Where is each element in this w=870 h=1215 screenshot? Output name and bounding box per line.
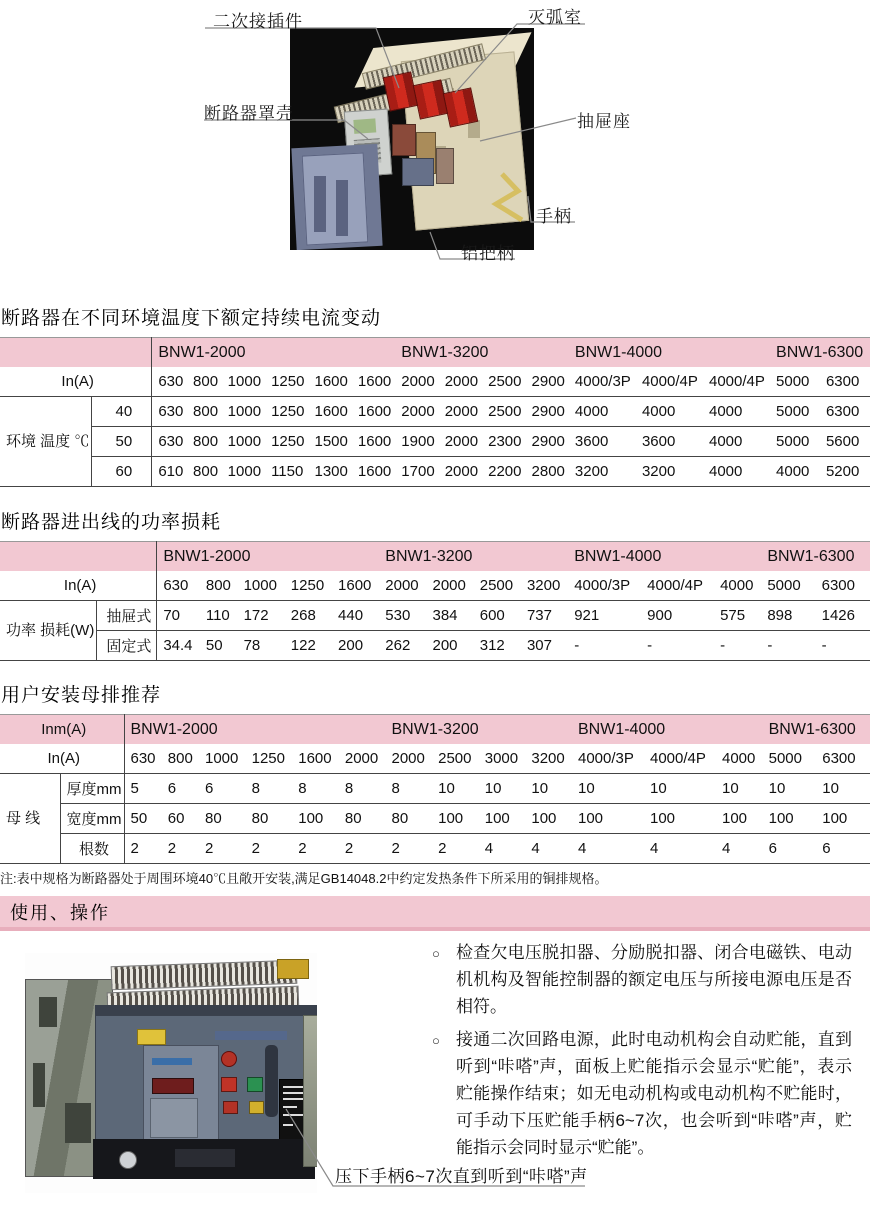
frame-group-header: BNW1-3200 — [386, 715, 573, 745]
value-cell: 100 — [479, 804, 526, 834]
row-label: 40 — [92, 397, 152, 427]
green-button — [247, 1077, 263, 1092]
column-header-cell: 2000 — [427, 571, 474, 601]
value-cell: 2 — [246, 834, 293, 864]
column-header-cell: 1250 — [285, 571, 332, 601]
value-cell: 5000 — [770, 397, 820, 427]
value-cell: 100 — [816, 804, 870, 834]
table-title: 断路器在不同环境温度下额定持续电流变动 — [1, 308, 382, 329]
usage-list-text: 接通二次回路电源，此时电动机构会自动贮能，直到听到“咔嗒”声，面板上贮能指示会显示“贮能”，表示贮能操作结束；如无电动机构或电动机构不贮能时，可手动下压贮能手柄6~7次，也会听到“咔嗒”声，贮能指示会同时显示“贮能”。 — [456, 1030, 852, 1157]
column-header-cell: 4000/4P — [703, 367, 770, 397]
frame-group-header: BNW1-6300 — [770, 338, 870, 368]
value-cell: 900 — [641, 601, 714, 631]
value-cell: 1700 — [395, 457, 438, 487]
frame-cutout — [39, 997, 57, 1027]
column-header-cell: 800 — [187, 367, 222, 397]
value-cell: 78 — [238, 631, 285, 661]
value-cell: 3600 — [569, 427, 636, 457]
value-cell: 4 — [716, 834, 763, 864]
value-cell: - — [761, 631, 815, 661]
red-indicator — [223, 1101, 238, 1114]
value-cell: 100 — [572, 804, 644, 834]
value-cell: 100 — [525, 804, 572, 834]
usage-section — [0, 931, 870, 1215]
section-banner — [0, 896, 870, 931]
column-header-cell: 4000/3P — [572, 744, 644, 774]
column-header-cell: 4000/3P — [569, 367, 636, 397]
value-cell: 10 — [644, 774, 716, 804]
exploded-breaker-photo — [290, 28, 534, 250]
value-cell: 4000 — [703, 457, 770, 487]
table-row — [0, 601, 870, 631]
column-header-cell: 2500 — [474, 571, 521, 601]
section-banner-title: 使用、操作 — [10, 902, 110, 923]
base-screw — [119, 1151, 137, 1169]
table-row — [0, 427, 870, 457]
value-cell: 1600 — [308, 397, 351, 427]
column-header-cell: 800 — [162, 744, 199, 774]
column-header-cell: 5000 — [761, 571, 815, 601]
usage-list-text: 检查欠电压脱扣器、分励脱扣器、闭合电磁铁、电动机机构及智能控制器的额定电压与所接电源电压是否相符。 — [456, 943, 852, 1016]
value-cell: 1000 — [222, 397, 265, 427]
column-header-cell: 2000 — [386, 744, 433, 774]
frame-group-header: BNW1-2000 — [157, 542, 379, 572]
bullet-circle-icon: ○ — [432, 946, 440, 961]
value-cell: - — [568, 631, 641, 661]
usage-list — [430, 939, 852, 1167]
value-cell: 4 — [479, 834, 526, 864]
value-cell: 60 — [162, 804, 199, 834]
value-cell: 70 — [157, 601, 200, 631]
value-cell: 630 — [152, 397, 187, 427]
value-cell: 307 — [521, 631, 568, 661]
value-cell: 100 — [763, 804, 817, 834]
value-cell: 2000 — [439, 397, 482, 427]
value-cell: 2900 — [526, 397, 569, 427]
column-header-cell: 2500 — [482, 367, 525, 397]
value-cell: 1600 — [352, 397, 395, 427]
table-row — [0, 774, 870, 804]
value-cell: 10 — [479, 774, 526, 804]
column-header-cell: 4000 — [716, 744, 763, 774]
column-header-cell: 3200 — [525, 744, 572, 774]
indicator-round-red — [221, 1051, 237, 1067]
exploded-view-figure — [0, 0, 870, 300]
control-panel — [143, 1045, 219, 1151]
column-header-cell: 1600 — [352, 367, 395, 397]
value-cell: 4000 — [770, 457, 820, 487]
column-header-cell: 5000 — [770, 367, 820, 397]
frame-group-header: BNW1-2000 — [124, 715, 386, 745]
value-cell: 1150 — [265, 457, 308, 487]
current-rating-label: In(A) — [0, 367, 152, 397]
value-cell: 630 — [152, 427, 187, 457]
panel-blue-strip — [152, 1058, 192, 1065]
value-cell: 1426 — [816, 601, 870, 631]
value-cell: 268 — [285, 601, 332, 631]
value-cell: - — [714, 631, 761, 661]
value-cell: 80 — [339, 804, 386, 834]
column-header-cell: 2500 — [432, 744, 479, 774]
value-cell: 80 — [246, 804, 293, 834]
aluminum-handle-shape — [290, 28, 534, 250]
panel-display — [152, 1078, 194, 1094]
part-label-breaker-housing: 断路器罩壳 — [204, 104, 294, 123]
value-cell: 80 — [199, 804, 246, 834]
value-cell: 10 — [763, 774, 817, 804]
red-button — [221, 1077, 237, 1092]
frame-group-header: BNW1-3200 — [379, 542, 568, 572]
value-cell: 50 — [200, 631, 238, 661]
column-header-cell: 6300 — [816, 571, 870, 601]
yellow-indicator — [249, 1101, 264, 1114]
column-header-cell: 3200 — [521, 571, 568, 601]
value-cell: 1250 — [265, 397, 308, 427]
row-label: 60 — [92, 457, 152, 487]
usage-list-item — [430, 1026, 852, 1161]
row-label: 根数 — [60, 834, 124, 864]
spec-table — [0, 714, 870, 864]
value-cell: 6 — [763, 834, 817, 864]
value-cell: 172 — [238, 601, 285, 631]
current-rating-label: In(A) — [0, 744, 124, 774]
handle-press-caption: 压下手柄6~7次直到听到“咔嗒”声 — [335, 1167, 588, 1186]
table-row — [0, 804, 870, 834]
value-cell: 800 — [187, 397, 222, 427]
frame-cutout — [65, 1103, 91, 1143]
value-cell: 4 — [572, 834, 644, 864]
column-header-cell: 1250 — [246, 744, 293, 774]
column-header-cell: 4000 — [714, 571, 761, 601]
value-cell: 1600 — [352, 427, 395, 457]
value-cell: 8 — [386, 774, 433, 804]
value-cell: 122 — [285, 631, 332, 661]
value-cell: 2 — [124, 834, 162, 864]
value-cell: 440 — [332, 601, 379, 631]
value-cell: 4 — [525, 834, 572, 864]
value-cell: 800 — [187, 427, 222, 457]
column-header-cell: 4000/4P — [644, 744, 716, 774]
column-header-cell: 2000 — [439, 367, 482, 397]
column-header-cell: 1600 — [332, 571, 379, 601]
value-cell: 737 — [521, 601, 568, 631]
value-cell: 1300 — [308, 457, 351, 487]
value-cell: 5000 — [770, 427, 820, 457]
value-cell: 6 — [816, 834, 870, 864]
value-cell: 575 — [714, 601, 761, 631]
value-cell: - — [816, 631, 870, 661]
table-section-current-derating — [0, 303, 870, 487]
table-column-header-row — [0, 367, 870, 397]
table-column-header-row — [0, 744, 870, 774]
value-cell: 3200 — [569, 457, 636, 487]
value-cell: 10 — [525, 774, 572, 804]
warning-label — [137, 1029, 166, 1045]
value-cell: 4000 — [636, 397, 703, 427]
frame-cutout — [33, 1063, 45, 1107]
value-cell: 100 — [644, 804, 716, 834]
table-group-header-row — [0, 338, 870, 368]
spec-table-current-derating — [0, 337, 870, 487]
nameplate-line — [283, 1106, 297, 1108]
value-cell: 312 — [474, 631, 521, 661]
column-header-cell: 1000 — [199, 744, 246, 774]
value-cell: 110 — [200, 601, 238, 631]
column-header-cell: 630 — [124, 744, 162, 774]
column-header-cell: 1600 — [308, 367, 351, 397]
table-corner-cell — [0, 338, 152, 368]
column-header-cell: 1600 — [292, 744, 339, 774]
value-cell: 2200 — [482, 457, 525, 487]
table-row — [0, 397, 870, 427]
spec-table — [0, 337, 870, 487]
value-cell: 100 — [432, 804, 479, 834]
value-cell: 4000 — [703, 397, 770, 427]
value-cell: 10 — [716, 774, 763, 804]
frame-group-header: BNW1-6300 — [761, 542, 870, 572]
value-cell: 921 — [568, 601, 641, 631]
trip-curve-chart — [150, 1098, 198, 1138]
value-cell: 3600 — [636, 427, 703, 457]
table-title: 断路器进出线的功率损耗 — [1, 512, 222, 533]
value-cell: 8 — [246, 774, 293, 804]
nameplate-line — [283, 1086, 303, 1088]
value-cell: 384 — [427, 601, 474, 631]
column-header-cell: 630 — [157, 571, 200, 601]
current-rating-label: In(A) — [0, 571, 157, 601]
bullet-circle-icon: ○ — [432, 1033, 440, 1048]
row-label: 50 — [92, 427, 152, 457]
table-group-header-row — [0, 542, 870, 572]
value-cell: 4000 — [569, 397, 636, 427]
value-cell: 8 — [292, 774, 339, 804]
value-cell: 6 — [162, 774, 199, 804]
value-cell: 4000 — [703, 427, 770, 457]
value-cell: 200 — [427, 631, 474, 661]
column-header-cell: 2900 — [526, 367, 569, 397]
column-header-cell: 6300 — [820, 367, 870, 397]
column-header-cell: 630 — [152, 367, 187, 397]
value-cell: 2000 — [439, 427, 482, 457]
frame-group-header: BNW1-4000 — [572, 715, 763, 745]
value-cell: 2 — [199, 834, 246, 864]
column-header-cell: 1000 — [238, 571, 285, 601]
value-cell: 2 — [386, 834, 433, 864]
table-row — [0, 457, 870, 487]
column-header-cell: 3000 — [479, 744, 526, 774]
value-cell: 6 — [199, 774, 246, 804]
value-cell: 1000 — [222, 427, 265, 457]
column-header-cell: 2000 — [339, 744, 386, 774]
nameplate-line — [283, 1124, 293, 1126]
value-cell: 2 — [162, 834, 199, 864]
row-group-label: 母 线 — [0, 774, 60, 864]
value-cell: 610 — [152, 457, 187, 487]
row-group-label: 环境 温度 ℃ — [0, 397, 92, 487]
part-label-arc-chamber: 灭弧室 — [528, 8, 582, 27]
table-row — [0, 834, 870, 864]
row-group-label: 功率 损耗(W) — [0, 601, 97, 661]
value-cell: 5 — [124, 774, 162, 804]
value-cell: 600 — [474, 601, 521, 631]
column-header-cell: 4000/4P — [641, 571, 714, 601]
table-corner-cell — [0, 542, 157, 572]
breaker-product-photo — [25, 953, 317, 1193]
part-label-drawer-seat: 抽屉座 — [577, 112, 631, 131]
spec-table-power-loss — [0, 541, 870, 661]
value-cell: 2 — [339, 834, 386, 864]
value-cell: 2900 — [526, 427, 569, 457]
value-cell: 1500 — [308, 427, 351, 457]
column-header-cell: 2000 — [379, 571, 426, 601]
value-cell: 10 — [816, 774, 870, 804]
value-cell: 1250 — [265, 427, 308, 457]
value-cell: 80 — [386, 804, 433, 834]
value-cell: 898 — [761, 601, 815, 631]
value-cell: 34.4 — [157, 631, 200, 661]
value-cell: 100 — [292, 804, 339, 834]
frame-group-header: BNW1-4000 — [569, 338, 770, 368]
table-section-busbar — [0, 680, 870, 887]
value-cell: 2300 — [482, 427, 525, 457]
lift-bracket — [277, 959, 309, 979]
value-cell: 4 — [644, 834, 716, 864]
value-cell: 2000 — [395, 397, 438, 427]
table-section-power-loss — [0, 507, 870, 661]
value-cell: 1600 — [352, 457, 395, 487]
nameplate-line — [283, 1098, 303, 1100]
column-header-cell: 1250 — [265, 367, 308, 397]
part-label-aluminum-handle: 铝把柄 — [461, 244, 515, 263]
column-header-cell: 800 — [200, 571, 238, 601]
value-cell: 3200 — [636, 457, 703, 487]
column-header-cell: 2000 — [395, 367, 438, 397]
column-header-cell: 1000 — [222, 367, 265, 397]
value-cell: 10 — [572, 774, 644, 804]
table-footnote: 注:表中规格为断路器处于周围环境40℃且敞开安装,满足GB14048.2中约定发热条件下所采用的铜排规格。 — [0, 871, 608, 886]
nameplate-line — [283, 1114, 303, 1116]
part-label-secondary-connector: 二次接插件 — [213, 12, 303, 31]
value-cell: 200 — [332, 631, 379, 661]
value-cell: 800 — [187, 457, 222, 487]
column-header-cell: 4000/4P — [636, 367, 703, 397]
column-header-cell: 4000/3P — [568, 571, 641, 601]
handle-slot — [265, 1045, 278, 1117]
value-cell: - — [641, 631, 714, 661]
part-label-handle: 手柄 — [536, 207, 572, 226]
frame-group-header: BNW1-4000 — [568, 542, 761, 572]
row-label: 固定式 — [97, 631, 157, 661]
value-cell: 2500 — [482, 397, 525, 427]
right-bracket — [303, 1015, 317, 1167]
frame-group-header: BNW1-3200 — [395, 338, 569, 368]
value-cell: 1900 — [395, 427, 438, 457]
value-cell: 2 — [432, 834, 479, 864]
frame-group-header: BNW1-6300 — [763, 715, 870, 745]
spec-table — [0, 541, 870, 661]
row-label: 宽度mm — [60, 804, 124, 834]
value-cell: 5200 — [820, 457, 870, 487]
table-group-header-row — [0, 715, 870, 745]
table-title: 用户安装母排推荐 — [1, 685, 162, 706]
value-cell: 530 — [379, 601, 426, 631]
value-cell: 10 — [432, 774, 479, 804]
model-text-strip — [215, 1031, 287, 1040]
table-corner-cell: Inm(A) — [0, 715, 124, 745]
value-cell: 6300 — [820, 397, 870, 427]
value-cell: 2 — [292, 834, 339, 864]
row-label: 厚度mm — [60, 774, 124, 804]
table-column-header-row — [0, 571, 870, 601]
value-cell: 2800 — [526, 457, 569, 487]
value-cell: 262 — [379, 631, 426, 661]
spec-table-busbar — [0, 714, 870, 864]
value-cell: 100 — [716, 804, 763, 834]
value-cell: 5600 — [820, 427, 870, 457]
usage-list-item — [430, 939, 852, 1020]
column-header-cell: 5000 — [763, 744, 817, 774]
value-cell: 2000 — [439, 457, 482, 487]
table-row — [0, 631, 870, 661]
row-label: 抽屉式 — [97, 601, 157, 631]
value-cell: 50 — [124, 804, 162, 834]
nameplate-line — [283, 1092, 303, 1094]
value-cell: 8 — [339, 774, 386, 804]
value-cell: 1000 — [222, 457, 265, 487]
frame-group-header: BNW1-2000 — [152, 338, 395, 368]
base-detail — [175, 1149, 235, 1167]
column-header-cell: 6300 — [816, 744, 870, 774]
